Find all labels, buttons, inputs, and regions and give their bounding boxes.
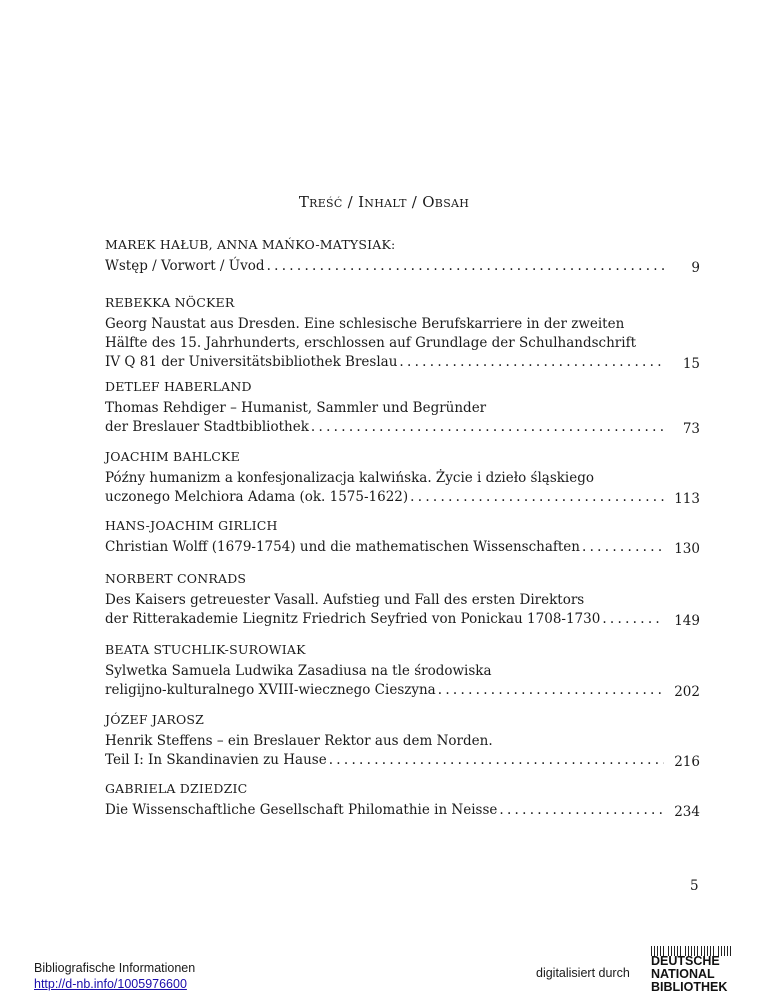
dot-leader (499, 801, 664, 820)
toc-author: GABRIELA DZIEDZIC (105, 781, 248, 796)
dot-leader (311, 418, 664, 437)
toc-title-line: Thomas Rehdiger – Humanist, Sammler und Begründer (105, 400, 487, 416)
toc-title-text: Teil I: In Skandinavien zu Hause (105, 752, 327, 768)
toc-title-line (105, 610, 670, 629)
toc-title-text: der Ritterakademie Liegnitz Friedrich Seyfried von Ponickau 1708-1730 (105, 611, 601, 627)
toc-title-line: Hälfte des 15. Jahrhunderts, erschlossen auf Grundlage der Schulhandschrift (105, 335, 637, 351)
bibliographic-label: Bibliografische Informationen (34, 961, 196, 975)
toc-title-text: der Breslauer Stadtbibliothek (105, 419, 309, 435)
toc-title-line: Henrik Steffens – ein Breslauer Rektor aus dem Norden. (105, 733, 493, 749)
toc-author: JOACHIM BAHLCKE (105, 449, 240, 464)
toc-title-line (105, 801, 670, 820)
dnb-logo-line: DEUTSCHE (651, 954, 720, 968)
toc-page-number: 113 (674, 491, 700, 507)
dot-leader (329, 751, 664, 770)
toc-page-number: 73 (682, 421, 700, 437)
toc-title-line: Późny humanizm a konfesjonalizacja kalwińska. Życie i dzieło śląskiego (105, 470, 595, 486)
toc-entry (105, 711, 700, 770)
toc-page-number: 202 (674, 684, 700, 700)
toc-title-line: Georg Naustat aus Dresden. Eine schlesische Berufskarriere in der zweiten (105, 316, 625, 332)
dot-leader (399, 353, 664, 372)
toc-entry (105, 294, 700, 372)
toc-page-number: 15 (682, 356, 700, 372)
toc-entry (105, 570, 700, 629)
dot-leader (582, 538, 664, 557)
toc-entry (105, 641, 700, 700)
toc-title-line (105, 353, 670, 372)
toc-page-number: 234 (674, 804, 700, 820)
toc-title-line (105, 488, 670, 507)
toc-page-number: 216 (674, 754, 700, 770)
toc-author: JÓZEF JAROSZ (105, 712, 205, 727)
toc-title-text: Die Wissenschaftliche Gesellschaft Philomathie in Neisse (105, 802, 498, 818)
toc-page-number: 9 (691, 260, 700, 276)
toc-title-text: Wstęp / Vorwort / Úvod (105, 258, 265, 274)
toc-author: HANS-JOACHIM GIRLICH (105, 518, 278, 533)
toc-entry (105, 780, 700, 820)
dot-leader (410, 488, 664, 507)
toc-title-line: Sylwetka Samuela Ludwika Zasadiusa na tle środowiska (105, 663, 492, 679)
toc-entry (105, 236, 700, 276)
toc-author: BEATA STUCHLIK-SUROWIAK (105, 642, 306, 657)
toc-author: REBEKKA NÖCKER (105, 295, 235, 310)
toc-entry (105, 517, 700, 557)
dot-leader (602, 610, 664, 629)
bibliographic-info (34, 960, 195, 992)
toc-title-text: IV Q 81 der Universitätsbibliothek Breslau (105, 354, 398, 370)
toc-title-line (105, 538, 670, 557)
toc-title-line (105, 681, 670, 700)
toc-title-line (105, 751, 670, 770)
toc-title-line: Des Kaisers getreuester Vasall. Aufstieg und Fall des ersten Direktors (105, 592, 585, 608)
dnb-logo-line: NATIONAL (651, 967, 715, 981)
page-number: 5 (690, 878, 699, 894)
toc-entry (105, 448, 700, 507)
toc-title-text: religijno-kulturalnego XVIII-wiecznego Cieszyna (105, 682, 436, 698)
bibliographic-link[interactable]: http://d-nb.info/1005976600 (34, 977, 187, 991)
toc-author: MAREK HAŁUB, ANNA MAŃKO-MATYSIAK: (105, 237, 396, 252)
dnb-logo-line: BIBLIOTHEK (651, 980, 728, 994)
digitized-by-label: digitalisiert durch (536, 966, 630, 980)
dnb-logo (651, 946, 733, 994)
toc-page-number: 130 (674, 541, 700, 557)
dot-leader (267, 257, 664, 276)
dot-leader (438, 681, 664, 700)
toc-title: Treść / Inhalt / Obsah (298, 193, 470, 211)
toc-author: DETLEF HABERLAND (105, 379, 252, 394)
toc-title-text: uczonego Melchiora Adama (ok. 1575-1622) (105, 489, 409, 505)
toc-author: NORBERT CONRADS (105, 571, 247, 586)
toc-page-number: 149 (674, 613, 700, 629)
toc-title-text: Christian Wolff (1679-1754) und die mathematischen Wissenschaften (105, 539, 580, 555)
toc-entry (105, 378, 700, 437)
toc-title-line (105, 257, 670, 276)
toc-title-line (105, 418, 670, 437)
